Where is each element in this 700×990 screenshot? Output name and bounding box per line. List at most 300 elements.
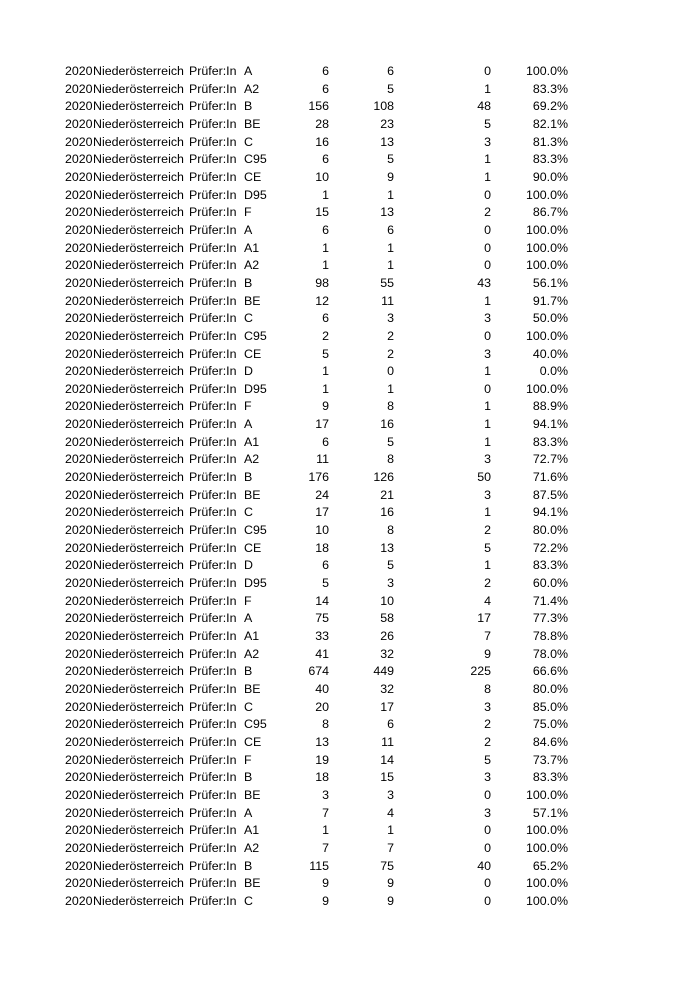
pass-rate-cell: 100.0% [525,381,568,396]
region-cell: Niederösterreich [93,681,184,696]
region-cell: Niederösterreich [93,858,184,873]
failed-cell: 7 [484,629,491,643]
role-cell: Prüfer:In [189,699,237,714]
passed-cell: 5 [387,558,394,573]
pass-rate-cell: 65.2% [532,858,568,873]
year-cell: 2020 [65,787,93,802]
license-class-cell: C [244,134,253,149]
region-cell: Niederösterreich [93,169,184,184]
role-cell: Prüfer:In [189,717,237,732]
passed-cell: 7 [387,840,394,855]
total-cell: 1 [322,381,329,396]
role-cell: Prüfer:In [189,752,237,767]
table-row [0,522,700,540]
pass-rate-cell: 72.7% [532,452,568,467]
year-cell: 2020 [65,187,93,202]
year-cell: 2020 [65,540,93,555]
table-row [0,204,700,222]
pass-rate-cell: 80.0% [532,523,568,538]
year-cell: 2020 [65,470,93,485]
license-class-cell: BE [244,787,261,802]
failed-cell: 3 [484,452,491,467]
role-cell: Prüfer:In [189,116,237,131]
role-cell: Prüfer:In [189,169,237,184]
role-cell: Prüfer:In [189,205,237,220]
role-cell: Prüfer:In [189,593,237,608]
license-class-cell: F [244,593,252,608]
passed-cell: 1 [387,258,394,273]
table-row [0,275,700,293]
region-cell: Niederösterreich [93,116,184,131]
license-class-cell: D95 [244,576,267,591]
failed-cell: 225 [470,664,491,679]
year-cell: 2020 [65,752,93,767]
failed-cell: 17 [477,611,491,626]
failed-cell: 1 [484,169,491,184]
total-cell: 41 [315,646,329,661]
region-cell: Niederösterreich [93,787,184,802]
total-cell: 16 [315,134,329,149]
region-cell: Niederösterreich [93,593,184,608]
failed-cell: 0 [484,876,491,891]
year-cell: 2020 [65,699,93,714]
table-row [0,116,700,134]
license-class-cell: D95 [244,187,267,202]
table-row [0,398,700,416]
failed-cell: 0 [484,328,491,343]
region-cell: Niederösterreich [93,576,184,591]
year-cell: 2020 [65,81,93,96]
pass-rate-cell: 100.0% [525,258,568,273]
table-row [0,681,700,699]
passed-cell: 14 [380,752,394,767]
pass-rate-cell: 100.0% [525,328,568,343]
license-class-cell: A2 [244,840,260,855]
passed-cell: 3 [387,787,394,802]
year-cell: 2020 [65,152,93,167]
table-row [0,381,700,399]
failed-cell: 3 [484,770,491,785]
region-cell: Niederösterreich [93,452,184,467]
pass-rate-cell: 100.0% [525,840,568,855]
pass-rate-cell: 71.6% [532,470,568,485]
total-cell: 8 [322,717,329,732]
pass-rate-cell: 83.3% [532,81,568,96]
passed-cell: 2 [387,346,394,361]
failed-cell: 2 [484,523,491,538]
passed-cell: 17 [380,699,394,714]
table-row [0,716,700,734]
pass-rate-cell: 100.0% [525,893,568,908]
role-cell: Prüfer:In [189,258,237,273]
table-row [0,540,700,558]
role-cell: Prüfer:In [189,893,237,908]
failed-cell: 1 [484,505,491,520]
year-cell: 2020 [65,381,93,396]
total-cell: 18 [315,540,329,555]
table-row [0,222,700,240]
role-cell: Prüfer:In [189,558,237,573]
total-cell: 7 [322,805,329,820]
pass-rate-cell: 73.7% [532,752,568,767]
region-cell: Niederösterreich [93,770,184,785]
total-cell: 6 [322,558,329,573]
failed-cell: 1 [484,417,491,432]
pass-rate-cell: 100.0% [525,787,568,802]
pass-rate-cell: 72.2% [532,540,568,555]
table-row [0,822,700,840]
region-cell: Niederösterreich [93,505,184,520]
role-cell: Prüfer:In [189,99,237,114]
role-cell: Prüfer:In [189,434,237,449]
role-cell: Prüfer:In [189,487,237,502]
total-cell: 1 [322,823,329,838]
year-cell: 2020 [65,64,93,78]
license-class-cell: A [244,222,253,237]
pass-rate-cell: 81.3% [532,134,568,149]
role-cell: Prüfer:In [189,81,237,96]
failed-cell: 3 [484,805,491,820]
region-cell: Niederösterreich [93,240,184,255]
role-cell: Prüfer:In [189,876,237,891]
role-cell: Prüfer:In [189,293,237,308]
passed-cell: 8 [387,523,394,538]
pass-rate-cell: 90.0% [532,169,568,184]
table-row [0,257,700,275]
passed-cell: 55 [380,275,394,290]
region-cell: Niederösterreich [93,134,184,149]
region-cell: Niederösterreich [93,399,184,414]
passed-cell: 8 [387,452,394,467]
table-row [0,663,700,681]
failed-cell: 0 [484,222,491,237]
passed-cell: 11 [381,734,394,749]
year-cell: 2020 [65,611,93,626]
pass-rate-cell: 40.0% [532,346,568,361]
role-cell: Prüfer:In [189,275,237,290]
pass-rate-cell: 87.5% [532,487,568,502]
pass-rate-cell: 85.0% [532,699,568,714]
region-cell: Niederösterreich [93,417,184,432]
total-cell: 24 [315,487,329,502]
pass-rate-cell: 66.6% [532,664,568,679]
passed-cell: 16 [380,417,394,432]
total-cell: 2 [322,328,329,343]
year-cell: 2020 [65,311,93,326]
failed-cell: 2 [484,717,491,732]
failed-cell: 40 [477,858,491,873]
pass-rate-cell: 86.7% [532,205,568,220]
failed-cell: 4 [484,593,491,608]
license-class-cell: BE [244,293,261,308]
license-class-cell: CE [244,346,262,361]
role-cell: Prüfer:In [189,311,237,326]
total-cell: 9 [322,399,329,414]
passed-cell: 9 [387,876,394,891]
total-cell: 6 [322,81,329,96]
passed-cell: 2 [387,328,394,343]
failed-cell: 0 [484,187,491,202]
total-cell: 115 [309,858,329,873]
total-cell: 156 [308,99,329,114]
license-class-cell: B [244,275,253,290]
region-cell: Niederösterreich [93,558,184,573]
table-row [0,98,700,116]
year-cell: 2020 [65,346,93,361]
table-row [0,63,700,81]
failed-cell: 3 [484,699,491,714]
year-cell: 2020 [65,681,93,696]
role-cell: Prüfer:In [189,399,237,414]
pass-rate-cell: 100.0% [525,187,568,202]
pass-rate-cell: 0.0% [539,364,568,379]
table-row [0,593,700,611]
passed-cell: 1 [387,240,394,255]
region-cell: Niederösterreich [93,381,184,396]
failed-cell: 3 [484,134,491,149]
pass-rate-cell: 77.3% [532,611,568,626]
total-cell: 19 [315,752,329,767]
table-row [0,310,700,328]
total-cell: 7 [322,840,329,855]
license-class-cell: D [244,558,253,573]
total-cell: 13 [315,734,329,749]
license-class-cell: C95 [244,717,267,732]
license-class-cell: F [244,399,252,414]
total-cell: 9 [322,876,329,891]
failed-cell: 2 [484,576,491,591]
year-cell: 2020 [65,258,93,273]
failed-cell: 48 [477,99,491,114]
passed-cell: 16 [380,505,394,520]
license-class-cell: BE [244,681,261,696]
region-cell: Niederösterreich [93,752,184,767]
table-row [0,434,700,452]
role-cell: Prüfer:In [189,222,237,237]
role-cell: Prüfer:In [189,611,237,626]
total-cell: 10 [315,169,329,184]
year-cell: 2020 [65,717,93,732]
total-cell: 1 [322,187,329,202]
role-cell: Prüfer:In [189,576,237,591]
pass-rate-cell: 82.1% [532,116,568,131]
role-cell: Prüfer:In [189,858,237,873]
total-cell: 12 [315,293,329,308]
license-class-cell: C95 [244,523,267,538]
table-row [0,628,700,646]
passed-cell: 23 [380,116,394,131]
failed-cell: 0 [484,258,491,273]
license-class-cell: D95 [244,381,267,396]
passed-cell: 4 [387,805,394,820]
table-row [0,134,700,152]
passed-cell: 13 [380,205,394,220]
region-cell: Niederösterreich [93,717,184,732]
license-class-cell: B [244,99,253,114]
pass-rate-cell: 83.3% [532,152,568,167]
failed-cell: 1 [484,558,491,573]
role-cell: Prüfer:In [189,452,237,467]
total-cell: 17 [315,505,329,520]
pass-rate-cell: 56.1% [532,275,568,290]
region-cell: Niederösterreich [93,470,184,485]
table-row [0,893,700,911]
year-cell: 2020 [65,399,93,414]
table-row [0,346,700,364]
year-cell: 2020 [65,646,93,661]
failed-cell: 3 [484,346,491,361]
total-cell: 18 [315,770,329,785]
role-cell: Prüfer:In [189,805,237,820]
pass-rate-cell: 84.6% [532,734,568,749]
failed-cell: 0 [484,381,491,396]
passed-cell: 26 [380,629,394,643]
table-row [0,451,700,469]
region-cell: Niederösterreich [93,805,184,820]
failed-cell: 1 [484,434,491,449]
year-cell: 2020 [65,734,93,749]
table-row [0,575,700,593]
passed-cell: 5 [387,81,394,96]
license-class-cell: F [244,752,252,767]
table-row [0,699,700,717]
license-class-cell: A1 [244,629,260,643]
failed-cell: 9 [484,646,491,661]
passed-cell: 13 [380,134,394,149]
total-cell: 3 [322,787,329,802]
passed-cell: 449 [373,664,394,679]
license-class-cell: B [244,664,253,679]
region-cell: Niederösterreich [93,346,184,361]
role-cell: Prüfer:In [189,540,237,555]
table-row [0,769,700,787]
year-cell: 2020 [65,116,93,131]
license-class-cell: C95 [244,328,267,343]
region-cell: Niederösterreich [93,840,184,855]
region-cell: Niederösterreich [93,734,184,749]
pass-rate-cell: 69.2% [532,99,568,114]
pass-rate-cell: 50.0% [532,311,568,326]
year-cell: 2020 [65,364,93,379]
total-cell: 98 [315,275,329,290]
role-cell: Prüfer:In [189,523,237,538]
pass-rate-cell: 100.0% [525,823,568,838]
total-cell: 6 [322,311,329,326]
year-cell: 2020 [65,823,93,838]
pass-rate-cell: 57.1% [532,805,568,820]
table-row [0,151,700,169]
region-cell: Niederösterreich [93,64,184,78]
pass-rate-cell: 83.3% [532,770,568,785]
passed-cell: 1 [387,381,394,396]
passed-cell: 21 [380,487,394,502]
failed-cell: 43 [477,275,491,290]
license-class-cell: D [244,364,253,379]
license-class-cell: F [244,205,252,220]
total-cell: 176 [308,470,329,485]
year-cell: 2020 [65,805,93,820]
pass-rate-cell: 60.0% [532,576,568,591]
total-cell: 20 [315,699,329,714]
region-cell: Niederösterreich [93,876,184,891]
region-cell: Niederösterreich [93,434,184,449]
year-cell: 2020 [65,275,93,290]
year-cell: 2020 [65,576,93,591]
total-cell: 11 [316,452,329,467]
passed-cell: 13 [380,540,394,555]
passed-cell: 8 [387,399,394,414]
role-cell: Prüfer:In [189,134,237,149]
region-cell: Niederösterreich [93,664,184,679]
failed-cell: 0 [484,64,491,78]
license-class-cell: A1 [244,240,260,255]
region-cell: Niederösterreich [93,81,184,96]
year-cell: 2020 [65,293,93,308]
table-row [0,187,700,205]
region-cell: Niederösterreich [93,258,184,273]
total-cell: 6 [322,152,329,167]
failed-cell: 5 [484,752,491,767]
year-cell: 2020 [65,893,93,908]
role-cell: Prüfer:In [189,346,237,361]
failed-cell: 0 [484,787,491,802]
failed-cell: 1 [484,364,491,379]
license-class-cell: A1 [244,823,260,838]
passed-cell: 58 [380,611,394,626]
table-row [0,646,700,664]
table-row [0,363,700,381]
passed-cell: 11 [381,293,394,308]
role-cell: Prüfer:In [189,505,237,520]
total-cell: 10 [315,523,329,538]
license-class-cell: BE [244,116,261,131]
passed-cell: 0 [387,364,394,379]
year-cell: 2020 [65,840,93,855]
year-cell: 2020 [65,770,93,785]
table-row [0,328,700,346]
license-class-cell: C [244,311,253,326]
license-class-cell: B [244,858,253,873]
failed-cell: 5 [484,540,491,555]
year-cell: 2020 [65,664,93,679]
year-cell: 2020 [65,487,93,502]
passed-cell: 9 [387,169,394,184]
table-row [0,610,700,628]
region-cell: Niederösterreich [93,328,184,343]
region-cell: Niederösterreich [93,205,184,220]
table-row [0,169,700,187]
passed-cell: 10 [380,593,394,608]
role-cell: Prüfer:In [189,734,237,749]
total-cell: 1 [322,240,329,255]
passed-cell: 3 [387,576,394,591]
passed-cell: 75 [380,858,394,873]
license-class-cell: A2 [244,646,260,661]
failed-cell: 8 [484,681,491,696]
pass-rate-cell: 80.0% [532,681,568,696]
year-cell: 2020 [65,876,93,891]
region-cell: Niederösterreich [93,540,184,555]
year-cell: 2020 [65,629,93,643]
region-cell: Niederösterreich [93,311,184,326]
year-cell: 2020 [65,434,93,449]
passed-cell: 5 [387,152,394,167]
pass-rate-cell: 94.1% [532,417,568,432]
pass-rate-cell: 71.4% [532,593,568,608]
license-class-cell: A1 [244,434,260,449]
total-cell: 6 [322,64,329,78]
table-row [0,487,700,505]
